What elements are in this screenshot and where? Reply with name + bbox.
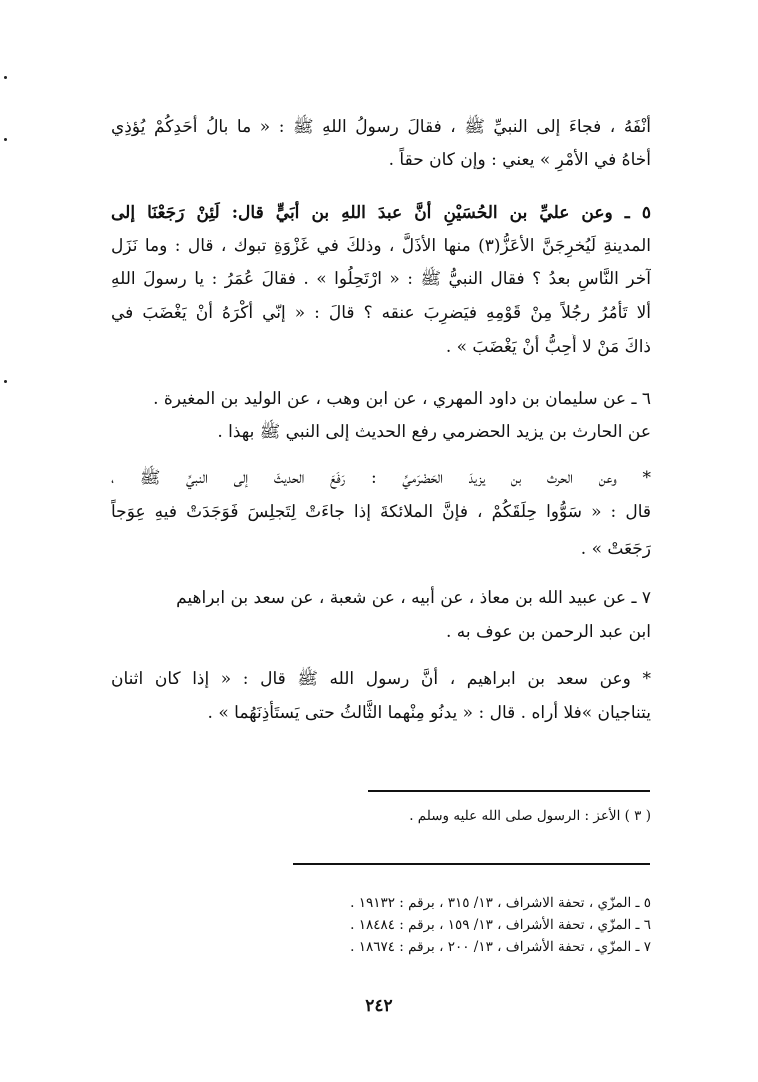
scan-speck: [4, 76, 7, 79]
text-line: يتناجيان »فلا أراه . قال : « يدنُو مِنْهما الثَّالثُ حتى يَستَأذِنَهُما » .: [207, 703, 651, 723]
text-line: ٧ ـ عن عبيد الله بن معاذ ، عن أبيه ، عن شعبة ، عن سعد بن ابراهيم: [176, 588, 651, 608]
references-rule: [293, 863, 650, 865]
reference-line: ٦ ـ المزّي ، تحفة الأشراف ، ١٣/ ١٥٩ ، برقم : ١٨٤٨٤ .: [350, 917, 651, 933]
text-line: رَجَعَتْ » .: [580, 539, 651, 559]
page-number: ٢٤٢: [365, 996, 393, 1016]
footnote-rule: [368, 790, 650, 792]
scan-speck: [4, 380, 7, 383]
text-line: ابن عبد الرحمن بن عوف به .: [445, 622, 651, 642]
text-line: ذاكَ مَنْ لا أُحِبُّ أنْ يَغْضَبَ » .: [445, 337, 651, 357]
text-line: قال : « سَوُّوا حِلَقَكُمْ ، فإنَّ الملائكةَ إذا جاءَتْ لِتَجلِسَ فَوَجَدَتْ فيهِ عِوَجاً: [111, 502, 651, 522]
text-line: آخر النَّاسِ بعدُ ؟ فقال النبيُّ ﷺ : « ارْتَحِلُوا » . فقالَ عُمَرُ : يا رسولَ اللهِ: [111, 269, 651, 289]
scan-speck: [4, 138, 7, 141]
text-line: ٥ ـ وعن عليِّ بن الحُسَيْنِ أنَّ عبدَ اللهِ بن أبَيٍّ قال: لَئِنْ رَجَعْنَا إلى: [111, 203, 651, 223]
text-line: أنْفَهُ ، فجاءَ إلى النبيِّ ﷺ ، فقالَ رسولُ اللهِ ﷺ : « ما بالُ أحَدِكُمْ يُؤذِي: [111, 117, 651, 137]
text-line: أخاهُ في الأمْرِ » يعني : وإن كان حقاً .: [388, 150, 651, 170]
text-line: المدينةِ لَيُخرِجَنَّ الأعَزُّ(٣) منها الأذَلَّ ، وذلكَ في غَزْوَةِ تبوك ، قال : وما نَزَل: [111, 236, 651, 256]
reference-line: ٥ ـ المزّي ، تحفة الاشراف ، ١٣/ ٣١٥ ، برقم : ١٩١٣٢ .: [350, 895, 651, 911]
footnote: ( ٣ ) الأعز : الرسول صلى الله عليه وسلم .: [409, 808, 651, 824]
text-line: * وعن سعد بن ابراهيم ، أنَّ رسول الله ﷺ قال : « إذا كان اثنان: [111, 669, 651, 689]
reference-line: ٧ ـ المزّي ، تحفة الأشراف ، ١٣/ ٢٠٠ ، برقم : ١٨٦٧٤ .: [350, 939, 651, 955]
text-line: ٦ ـ عن سليمان بن داود المهري ، عن ابن وهب ، عن الوليد بن المغيرة .: [153, 389, 651, 409]
text-line: ألا تَأمُرُ رجُلاً مِنْ قَوْمِهِ فيَضرِبَ عنقه ؟ قالَ : « إنّي أكْرَهُ أنْ يَغْضَبَ في: [111, 303, 651, 323]
text-line: عن الحارث بن يزيد الحضرمي رفع الحديث إلى النبي ﷺ بهذا .: [217, 422, 651, 442]
text-line: * وعن الحرث بن يزيدَ الحَضْرَميِّ : رَفَعَ الحديثَ إلى النبيِّ ﷺ ،: [111, 468, 651, 488]
